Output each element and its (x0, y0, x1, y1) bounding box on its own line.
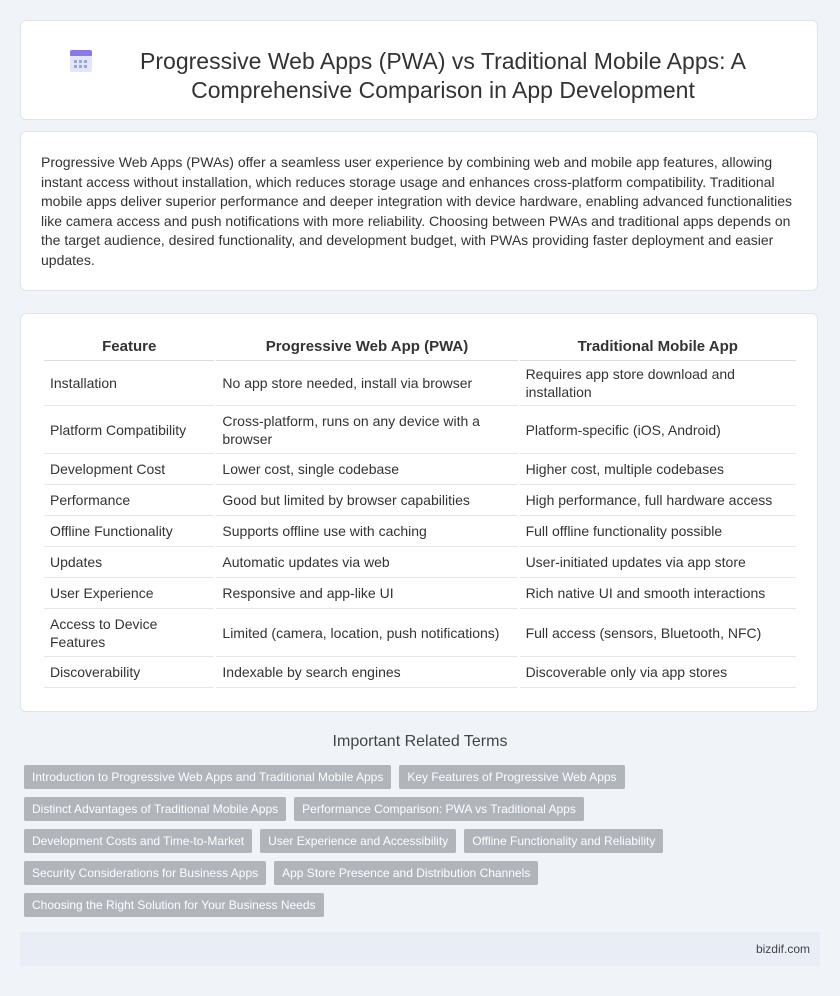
related-term-tag[interactable]: Key Features of Progressive Web Apps (399, 765, 624, 789)
table-header-pwa: Progressive Web App (PWA) (216, 332, 517, 361)
table-cell-pwa: Automatic updates via web (216, 547, 517, 578)
table-cell-traditional: Discoverable only via app stores (520, 657, 796, 688)
table-cell-traditional: Full offline functionality possible (520, 516, 796, 547)
footer (20, 932, 820, 966)
related-terms-title: Important Related Terms (332, 733, 508, 750)
table-row (44, 609, 796, 657)
table-cell-pwa: Limited (camera, location, push notifications) (216, 609, 517, 657)
table-cell-feature: Offline Functionality (44, 516, 214, 547)
table-row (44, 516, 796, 547)
table-cell-traditional: Full access (sensors, Bluetooth, NFC) (520, 609, 796, 657)
table-cell-pwa: Supports offline use with caching (216, 516, 517, 547)
table-cell-pwa: Cross-platform, runs on any device with a browser (216, 406, 517, 454)
related-term-tag[interactable]: Security Considerations for Business Apps (24, 861, 266, 885)
table-header-traditional: Traditional Mobile App (520, 332, 796, 361)
table-cell-feature: Performance (44, 485, 214, 516)
table-cell-traditional: Requires app store download and installation (520, 361, 796, 406)
table-cell-feature: Updates (44, 547, 214, 578)
related-term-tag[interactable]: Introduction to Progressive Web Apps and Traditional Mobile Apps (24, 765, 391, 789)
table-cell-feature: Installation (44, 361, 214, 406)
table-cell-feature: Discoverability (44, 657, 214, 688)
table-cell-traditional: Rich native UI and smooth interactions (520, 578, 796, 609)
calendar-icon (70, 50, 92, 72)
related-term-tag[interactable]: App Store Presence and Distribution Channels (274, 861, 538, 885)
related-term-tag[interactable]: Performance Comparison: PWA vs Traditional Apps (294, 797, 584, 821)
table-cell-traditional: High performance, full hardware access (520, 485, 796, 516)
table-row (44, 406, 796, 454)
related-term-tag[interactable]: Development Costs and Time-to-Market (24, 829, 252, 853)
comparison-table (42, 332, 798, 688)
related-term-tag[interactable]: Choosing the Right Solution for Your Business Needs (24, 893, 324, 917)
table-cell-feature: Development Cost (44, 454, 214, 485)
related-term-tag[interactable]: Offline Functionality and Reliability (464, 829, 663, 853)
intro-card (20, 131, 818, 291)
comparison-table-card (20, 313, 818, 712)
table-cell-feature: User Experience (44, 578, 214, 609)
related-term-tag[interactable]: Distinct Advantages of Traditional Mobile Apps (24, 797, 286, 821)
related-term-tag[interactable]: User Experience and Accessibility (260, 829, 456, 853)
table-cell-pwa: No app store needed, install via browser (216, 361, 517, 406)
table-row (44, 578, 796, 609)
table-cell-traditional: Platform-specific (iOS, Android) (520, 406, 796, 454)
table-cell-pwa: Good but limited by browser capabilities (216, 485, 517, 516)
footer-site-link[interactable]: bizdif.com (755, 942, 810, 956)
table-cell-traditional: User-initiated updates via app store (520, 547, 796, 578)
table-cell-pwa: Lower cost, single codebase (216, 454, 517, 485)
table-cell-feature: Platform Compatibility (44, 406, 214, 454)
table-cell-traditional: Higher cost, multiple codebases (520, 454, 796, 485)
table-cell-feature: Access to Device Features (44, 609, 214, 657)
table-row (44, 547, 796, 578)
table-header-feature: Feature (44, 332, 214, 361)
table-cell-pwa: Responsive and app-like UI (216, 578, 517, 609)
intro-paragraph: Progressive Web Apps (PWAs) offer a seamless user experience by combining web and mobile app features, allowing instant access without installation, which reduces storage usage and enhances cross-platform compatibility. Traditional mobile apps deliver superior performance and deeper integration with device hardware, enabling advanced functionalities like camera access and push notifications with more reliability. Choosing between PWAs and traditional apps depends on the target audience, desired functionality, and development budget, with PWAs providing faster deployment and easier updates. (41, 154, 793, 268)
table-row (44, 657, 796, 688)
related-terms-list (24, 765, 804, 925)
table-row (44, 361, 796, 406)
table-row (44, 454, 796, 485)
table-row (44, 485, 796, 516)
title-card (20, 20, 818, 120)
table-cell-pwa: Indexable by search engines (216, 657, 517, 688)
page-title: Progressive Web Apps (PWA) vs Traditional Mobile Apps: A Comprehensive Comparison in App Development (140, 48, 746, 103)
